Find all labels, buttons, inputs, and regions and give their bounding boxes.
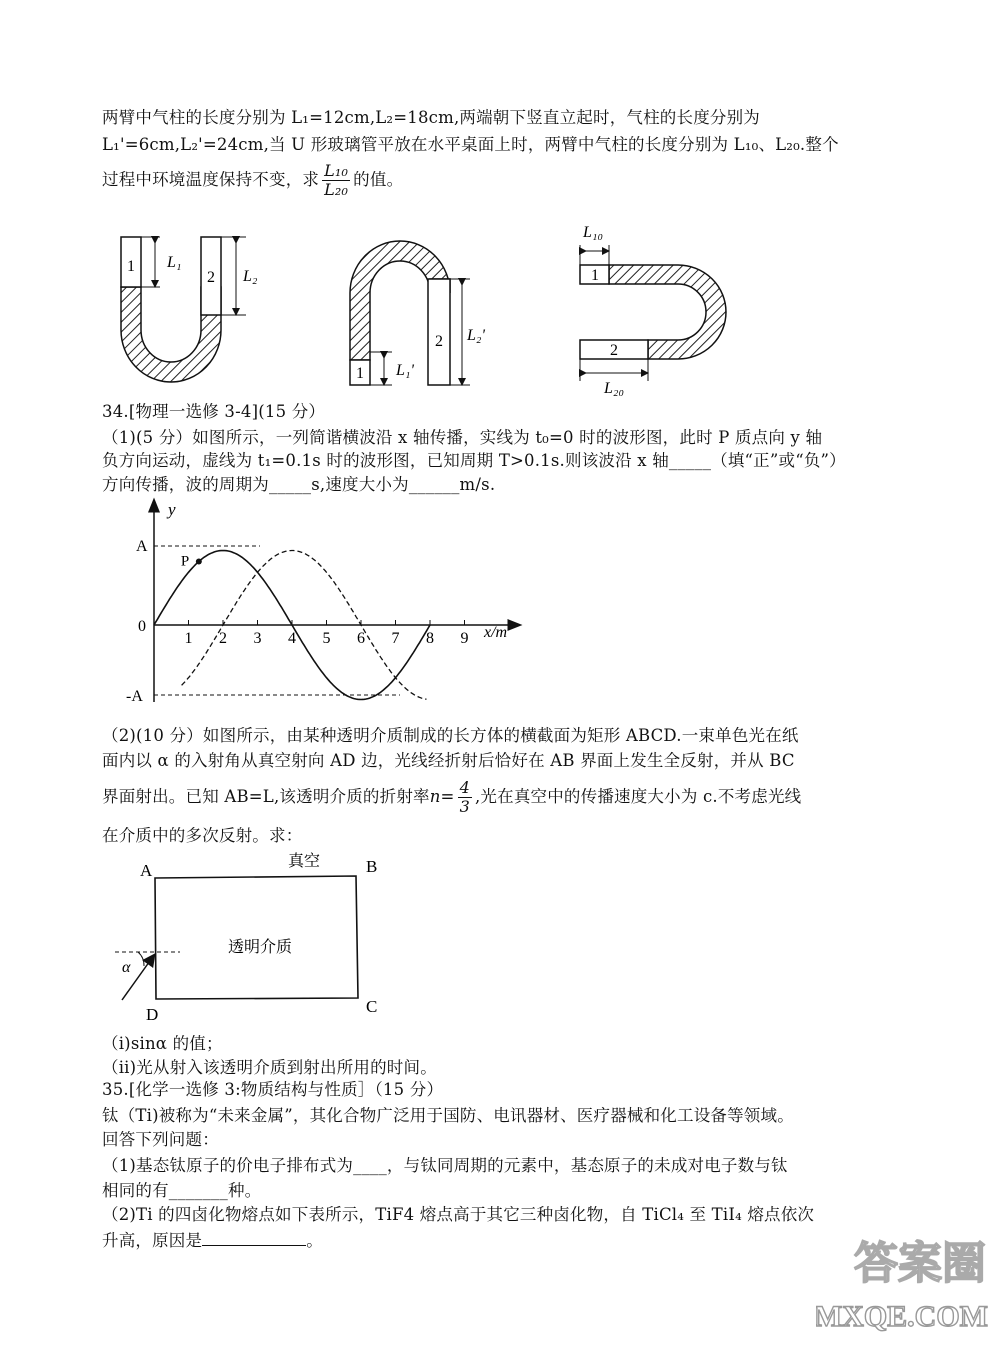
problem-text-line: 两臂中气柱的长度分别为 L₁=12cm,L₂=18cm,两端朝下竖直立起时，气柱的长度分别为: [102, 108, 760, 127]
column-label: 2: [207, 269, 215, 286]
u-tube-upright: [121, 237, 258, 382]
sub-question: （ii)光从射入该透明介质到射出所用的时间。: [102, 1058, 437, 1077]
refractive-index-fraction: $\frac{4}{3}$: [459, 778, 470, 816]
watermark-site: MXQE.COM: [816, 1300, 988, 1333]
n-label: n=: [429, 787, 455, 806]
length-label: L₁₀: [583, 224, 604, 241]
x-tick-label: 1: [184, 630, 193, 647]
length-label: L₂: [243, 268, 258, 285]
section-heading: 34.[物理一选修 3-4](15 分）: [102, 402, 326, 421]
u-tube-horizontal: [580, 224, 726, 397]
length-label: L₁: [167, 254, 182, 271]
answer-blank: [202, 1231, 306, 1246]
angle-arc: [138, 952, 144, 966]
rectangle-abcd-figure: [100, 848, 400, 1028]
point-p-label: P: [180, 553, 190, 570]
y-axis-label: y: [168, 500, 176, 519]
length-label: L₁': [396, 362, 414, 379]
watermark-logo: [816, 1218, 996, 1342]
problem-text-line: （1)(5 分）如图所示，一列简谐横波沿 x 轴传播，实线为 t₀=0 时的波形图，此时 P 质点向 y 轴: [102, 428, 823, 447]
ratio-fraction: $\frac{\text{L₁₀}}{\text{L₂₀}}$: [324, 161, 349, 199]
column-label: 1: [127, 258, 135, 275]
alpha-label: α: [122, 959, 131, 976]
problem-text-line: 升高，原因是 。: [102, 1231, 323, 1250]
problem-text-line: 在介质中的多次反射。求：: [102, 826, 303, 845]
corner-a: A: [140, 861, 153, 880]
problem-text-line: [102, 162, 403, 199]
x-tick-label: 2: [219, 630, 227, 647]
problem-text-line: 回答下列问题：: [102, 1130, 219, 1149]
problem-text-line: （2)(10 分）如图所示，由某种透明介质制成的长方体的横截面为矩形 ABCD.一束单色光在纸: [102, 726, 799, 745]
problem-text-line: 面内以 α 的入射角从真空射向 AD 边，光线经折射后恰好在 AB 界面上发生全反射，并从 BC: [102, 751, 795, 770]
problem-text: 的值。: [353, 170, 404, 189]
x-tick-label: 9: [460, 630, 469, 647]
x-tick-label: 8: [426, 630, 434, 647]
problem-text-line: 方向传播，波的周期为_____s,速度大小为______m/s.: [102, 475, 496, 494]
x-tick-label: 4: [288, 630, 296, 647]
section-heading: 35.[化学一选修 3:物质结构与性质］（15 分）: [102, 1080, 444, 1099]
medium-rectangle: [155, 876, 358, 999]
problem-text: 过程中环境温度保持不变，求: [102, 170, 320, 189]
x-tick-label: 7: [391, 630, 400, 647]
x-tick-label: 5: [322, 630, 331, 647]
problem-text-line: （2)Ti 的四卤化物熔点如下表所示，TiF4 熔点高于其它三种卤化物，自 TiCl₄ 至 TiI₄ 熔点依次: [102, 1205, 815, 1224]
u-tube-inverted: [350, 241, 485, 385]
origin-label: 0: [138, 618, 146, 635]
x-axis-label: x/m: [484, 624, 508, 641]
column-label: 2: [435, 333, 443, 350]
u-tube-figures: [0, 215, 1000, 415]
problem-text-line: 相同的有_______种。: [102, 1181, 262, 1200]
length-label: L₂': [467, 327, 485, 344]
length-label: L₂₀: [603, 380, 625, 397]
vacuum-label: 真空: [288, 853, 321, 870]
corner-d: D: [146, 1005, 159, 1024]
column-label: 1: [591, 267, 599, 284]
problem-text-line: 钛（Ti)被称为“未来金属”，其化合物广泛用于国防、电讯器材、医疗器械和化工设备等领域。: [102, 1106, 794, 1125]
corner-b: B: [366, 857, 378, 876]
problem-text-line: 负方向运动，虚线为 t₁=0.1s 时的波形图，已知周期 T>0.1s.则该波沿 x 轴_____（填“正”或“负”）: [102, 451, 846, 470]
x-tick-label: 3: [253, 630, 262, 647]
amplitude-label: A: [136, 538, 148, 555]
problem-text-line: （1)基态钛原子的价电子排布式为____，与钛同周期的元素中，基态原子的未成对电子数与钛: [102, 1156, 788, 1175]
watermark-brand: 答案圈: [854, 1239, 986, 1288]
wave-chart: [120, 497, 680, 712]
column-label: 2: [610, 342, 618, 359]
point-p: [196, 558, 202, 564]
neg-amplitude-label: -A: [126, 688, 143, 705]
problem-text-line: L₁'=6cm,L₂'=24cm,当 U 形玻璃管平放在水平桌面上时，两臂中气柱的长度分别为 L₁₀、L₂₀.整个: [102, 135, 839, 154]
sub-question: （i)sinα 的值；: [102, 1034, 223, 1053]
problem-text-line: 界面射出。已知 AB=L,该透明介质的折射率n= $\frac{4}{3}$ ,光在真空中的传播速度大小为 c.不考虑光线: [102, 778, 802, 816]
column-label: 1: [356, 365, 364, 382]
corner-c: C: [366, 997, 378, 1016]
medium-label: 透明介质: [228, 939, 293, 956]
x-tick-label: 6: [357, 630, 365, 647]
